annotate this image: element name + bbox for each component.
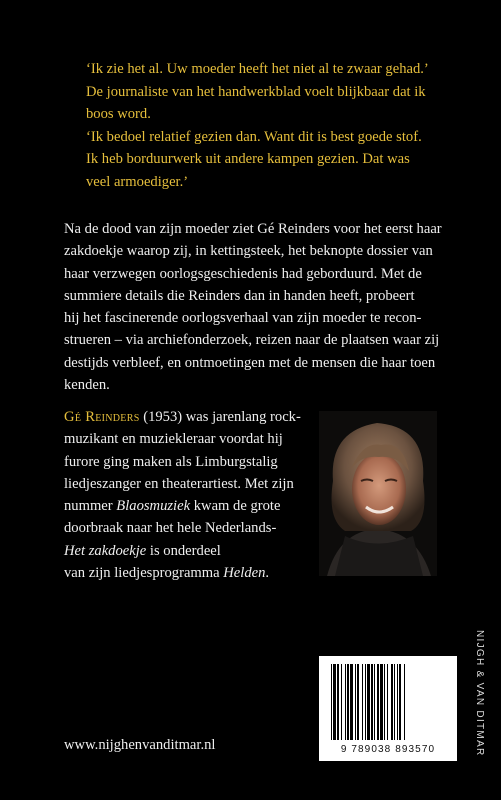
- isbn-barcode: [319, 656, 457, 761]
- bio-line: furore ging maken als Limburgstalig: [64, 453, 278, 470]
- blurb-line: destijds verbleef, en ontmoetingen met de mensen die haar toen: [64, 354, 436, 371]
- publisher-website[interactable]: www.nijghenvanditmar.nl: [64, 737, 216, 753]
- blurb-paragraph: [64, 218, 454, 396]
- bio-line: Gé Reinders (1953) was jarenlang rock-: [64, 409, 301, 425]
- blurb-line: hij het fascinerende oorlogsverhaal van zijn moeder te recon-: [64, 310, 422, 327]
- bio-line: doorbraak naar het hele Nederlands-: [64, 520, 277, 537]
- quote-line: Ik heb borduurwerk uit andere kampen gezien. Dat was: [86, 151, 410, 167]
- blurb-line: strueren – via archiefonderzoek, reizen naar de plaatsen waar zij: [64, 332, 440, 349]
- blurb-line: haar verzwegen oorlogsgeschiedenis had geborduurd. Met de: [64, 265, 422, 282]
- bio-line: liedjeszanger en theaterartiest. Met zijn: [64, 475, 294, 492]
- isbn-number: 9 789038 893570: [340, 744, 436, 755]
- program-title: Helden: [223, 565, 266, 582]
- barcode-icon: [329, 664, 447, 740]
- bio-line: Het zakdoekje is onderdeel: [64, 542, 221, 559]
- book-title: Het zakdoekje: [64, 542, 147, 559]
- excerpt-quote: [86, 58, 466, 193]
- blurb-line: Na de dood van zijn moeder ziet Gé Reinders voor het eerst haar: [64, 221, 442, 237]
- bio-line: van zijn liedjesprogramma Helden.: [64, 565, 270, 582]
- quote-line: ‘Ik bedoel relatief gezien dan. Want dit is best goede stof.: [86, 128, 422, 145]
- quote-line: ‘Ik zie het al. Uw moeder heeft het niet al te zwaar gehad.’: [86, 61, 429, 77]
- blurb-line: kenden.: [64, 377, 110, 394]
- publisher-spine-text: NIJGH & VAN DITMAR: [474, 630, 485, 757]
- author-portrait-image: [319, 411, 437, 576]
- author-name: Gé Reinders: [64, 409, 140, 425]
- quote-line: De journaliste van het handwerkblad voelt blijkbaar dat ik: [86, 83, 426, 100]
- quote-line: veel armoediger.’: [86, 173, 189, 190]
- author-photo: [319, 411, 437, 576]
- blurb-line: summiere details die Reinders dan in handen heeft, probeert: [64, 287, 415, 304]
- blurb-line: zakdoekje waarop zij, in kettingsteek, het beknopte dossier van: [64, 243, 433, 260]
- bio-line: muzikant en muziekleraar voordat hij: [64, 431, 283, 448]
- quote-line: boos word.: [86, 106, 151, 122]
- author-bio: [64, 406, 324, 584]
- bio-line: nummer Blaosmuziek kwam de grote: [64, 498, 281, 515]
- song-title: Blaosmuziek: [116, 498, 191, 515]
